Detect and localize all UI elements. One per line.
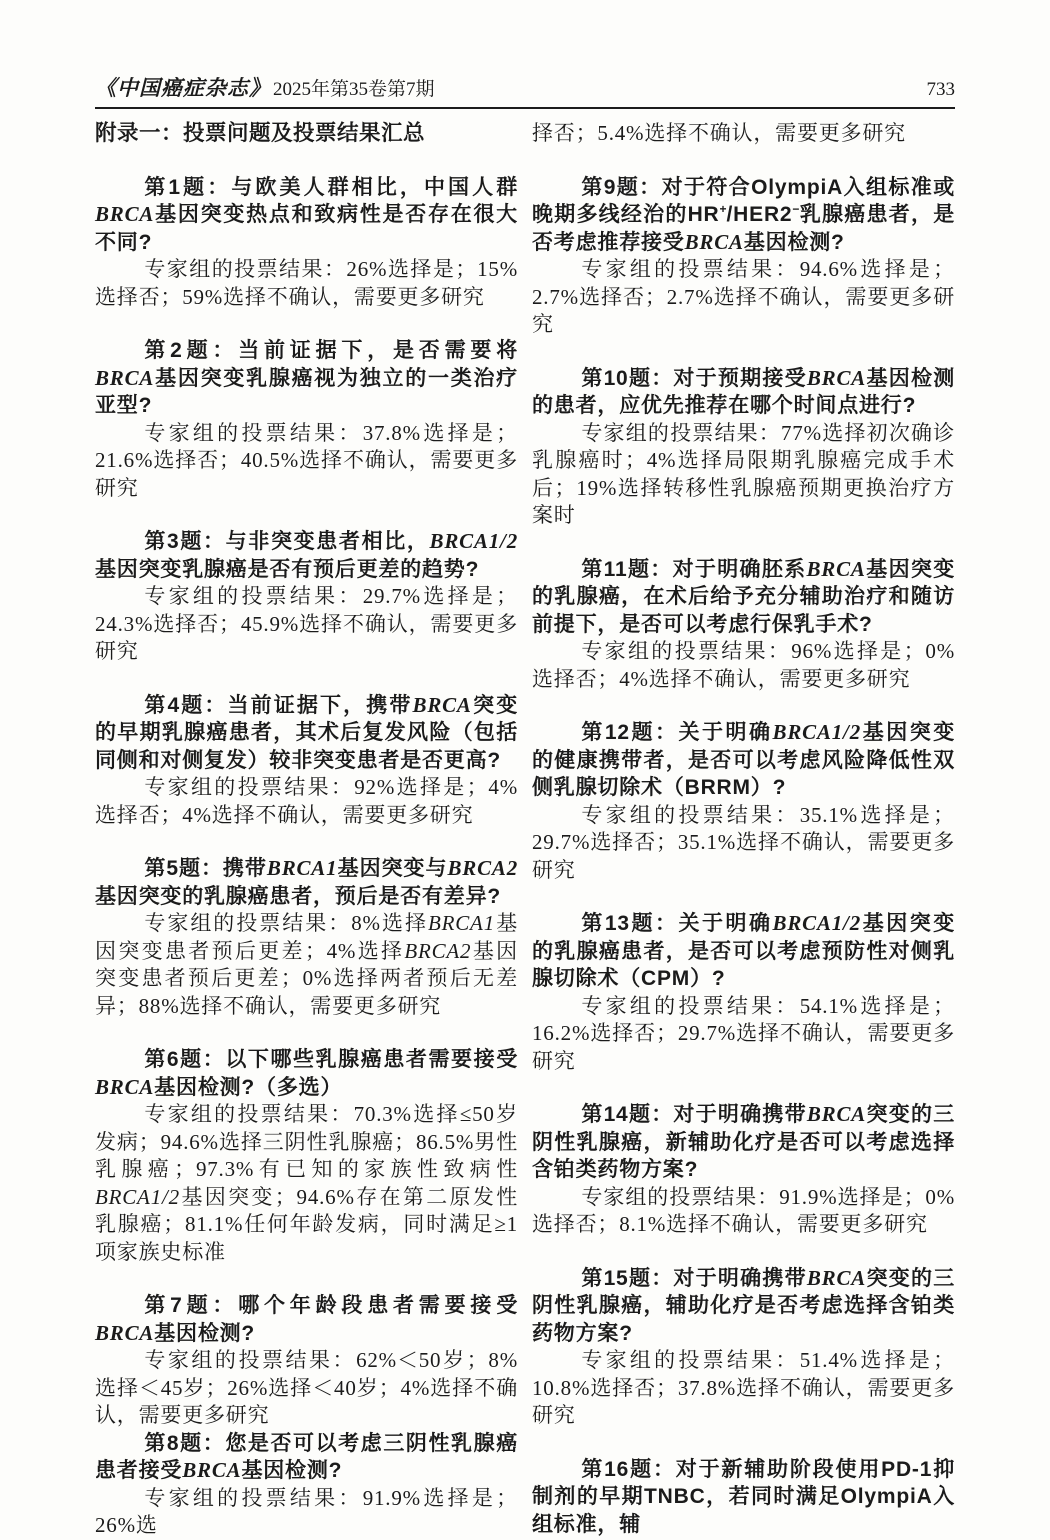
text-run: 第15题：对于明确携带 [581, 1266, 807, 1290]
gene-symbol: BRCA1/2 [772, 720, 861, 744]
journal-name: 《中国癌症杂志》 [95, 76, 271, 100]
text-run: 基因突变的乳腺癌患者，是否可以考虑预防性对侧乳腺切除术（CPM）? [532, 912, 956, 990]
text-run: 突变的三阴性乳腺癌，辅助化疗是否考虑选择含铂类药物方案? [532, 1266, 955, 1345]
gene-symbol: BRCA [806, 1265, 867, 1290]
text-run: 专家组的投票结果：54.1%选择是；16.2%选择否；29.7%选择不确认，需要更多研究 [532, 993, 955, 1073]
text-run: 专家组的投票结果：92%选择是；4%选择否；4%选择不确认，需要更多研究 [95, 775, 518, 827]
answer-paragraph [95, 1485, 518, 1540]
answer-paragraph [95, 583, 518, 666]
question-paragraph [532, 365, 955, 420]
gene-symbol: BRCA [684, 229, 744, 254]
question-paragraph [532, 556, 955, 639]
question-paragraph [95, 855, 518, 910]
gene-symbol: BRCA1/2 [772, 911, 861, 935]
answer-paragraph [95, 420, 518, 503]
superscript: − [792, 202, 800, 216]
text-run: 基因突变患者预后更差；0%选择两者预后无差异；88%选择不确认，需要更多研究 [95, 938, 518, 1018]
text-run: 第12题：关于明确 [581, 721, 773, 744]
gene-symbol: BRCA [95, 365, 155, 390]
gene-symbol: BRCA [95, 202, 155, 226]
text-run: 第9题：对于符合OlympiA入组标准或晚期多线经治的HR [532, 175, 955, 226]
answer-paragraph [532, 638, 955, 693]
gene-symbol: BRCA [806, 556, 866, 581]
text-run: 第7题：哪个年龄段患者需要接受 [144, 1294, 518, 1317]
running-head [95, 72, 955, 109]
answer-paragraph [532, 1347, 955, 1430]
text-run: 基因突变与 [337, 857, 448, 880]
gene-symbol: BRCA [95, 1320, 155, 1345]
text-run: 专家组的投票结果：51.4%选择是；10.8%选择否；37.8%选择不确认，需要更多研究 [532, 1348, 955, 1427]
answer-paragraph [532, 420, 955, 530]
text-run: 基因突变热点和致病性是否存在很大不同? [95, 203, 518, 254]
gene-symbol: BRCA2 [404, 938, 472, 963]
question-paragraph [95, 1046, 518, 1101]
text-run: 第13题：关于明确 [581, 912, 773, 935]
question-paragraph [95, 1430, 518, 1485]
answer-paragraph [95, 256, 518, 311]
text-run: 基因检测的患者，应优先推荐在哪个时间点进行? [532, 366, 955, 417]
text-run: 专家组的投票结果：91.9%选择是；0%选择否；8.1%选择不确认，需要更多研究 [532, 1184, 955, 1236]
text-run: 专家组的投票结果：96%选择是；0%选择否；4%选择不确认，需要更多研究 [532, 639, 955, 691]
text-run: 专家组的投票结果：70.3%选择≤50岁发病；94.6%选择三阴性乳腺癌；86.5%男性乳腺癌；97.3%有已知的家族性致病性 [95, 1102, 518, 1181]
question-paragraph [532, 174, 955, 257]
gene-symbol: BRCA [806, 365, 867, 390]
question-paragraph [95, 337, 518, 420]
text-run: 基因突变乳腺癌是否有预后更差的趋势? [95, 557, 480, 581]
text-run: 附录一：投票问题及投票结果汇总 [95, 121, 426, 145]
question-paragraph [532, 719, 955, 802]
text-run: 基因检测? [154, 1321, 256, 1345]
issue-info: 2025年第35卷第7期 [273, 79, 435, 100]
gene-symbol: BRCA [412, 692, 472, 717]
text-run: 第5题：携带 [144, 857, 267, 880]
text-run: 专家组的投票结果：94.6%选择是；2.7%选择否；2.7%选择不确认，需要更多研究 [532, 257, 955, 336]
gene-symbol: BRCA1 [266, 856, 338, 880]
question-paragraph [532, 910, 955, 993]
superscript: + [719, 202, 727, 216]
question-paragraph [532, 1456, 955, 1539]
text-run: 突变的早期乳腺癌患者，其术后复发风险（包括同侧和对侧复发）较非突变患者是否更高? [95, 693, 518, 772]
text-run: 第3题：与非突变患者相比， [144, 530, 430, 553]
text-run: 专家组的投票结果：77%选择初次确诊乳腺癌时；4%选择局限期乳腺癌完成手术后；19%选择转移性乳腺癌预期更换治疗方案时 [532, 420, 955, 527]
answer-paragraph [532, 802, 955, 885]
question-paragraph [95, 174, 518, 257]
question-paragraph [532, 1101, 955, 1184]
answer-paragraph [95, 1347, 518, 1430]
text-run: 第11题：对于明确胚系 [581, 557, 807, 581]
question-paragraph [95, 528, 518, 583]
text-run: 乳腺癌患者，是否考虑推荐接受 [532, 203, 955, 254]
text-run: 专家组的投票结果：26%选择是；15%选择否；59%选择不确认，需要更多研究 [95, 257, 518, 309]
text-run: 专家组的投票结果：35.1%选择是；29.7%选择否；35.1%选择不确认，需要更多研究 [532, 802, 955, 882]
gene-symbol: BRCA [806, 1102, 867, 1126]
two-column-body [95, 120, 955, 1540]
text-run: 第6题：以下哪些乳腺癌患者需要接受 [144, 1048, 518, 1071]
gene-symbol: BRCA [182, 1458, 242, 1482]
text-run: /HER2 [726, 203, 793, 226]
gene-symbol: BRCA1 [428, 911, 495, 935]
text-run: 专家组的投票结果：91.9%选择是；26%选 [95, 1485, 518, 1537]
question-paragraph [95, 1292, 518, 1347]
column-right [532, 120, 955, 1540]
running-head-left [95, 72, 435, 102]
text-run: 专家组的投票结果：29.7%选择是；24.3%选择否；45.9%选择不确认，需要更多研究 [95, 584, 518, 663]
answer-paragraph [532, 1184, 955, 1239]
text-run: 专家组的投票结果：8%选择 [144, 911, 428, 935]
text-run: 基因突变患者预后更差；4%选择 [95, 911, 518, 963]
answer-paragraph [95, 1101, 518, 1266]
text-run: 第2题：当前证据下，是否需要将 [144, 339, 518, 362]
answer-paragraph [95, 774, 518, 829]
gene-symbol: BRCA1/2 [95, 1184, 180, 1209]
text-run: 基因突变的乳腺癌，在术后给予充分辅助治疗和随访前提下，是否可以考虑行保乳手术? [532, 557, 955, 636]
text-run: 第16题：对于新辅助阶段使用PD-1抑制剂的早期TNBC，若同时满足OlympiA入组标准，辅 [532, 1457, 955, 1536]
answer-paragraph [532, 993, 955, 1076]
appendix-title [95, 120, 518, 148]
text-run: 第14题：对于明确携带 [581, 1103, 807, 1126]
text-run: 基因突变乳腺癌视为独立的一类治疗亚型? [95, 366, 518, 417]
text-run: 基因突变的乳腺癌患者，预后是否有差异? [95, 884, 502, 908]
gene-symbol: BRCA [95, 1074, 155, 1099]
text-run: 第4题：当前证据下，携带 [144, 693, 413, 717]
text-run: 第10题：对于预期接受 [581, 366, 807, 390]
text-run: 择否；5.4%选择不确认，需要更多研究 [532, 121, 906, 145]
text-run: 基因检测? [743, 230, 845, 254]
question-paragraph [532, 1265, 955, 1348]
text-run: 基因检测? [241, 1459, 343, 1482]
answer-paragraph [532, 256, 955, 339]
text-run: 第1题：与欧美人群相比，中国人群 [144, 175, 518, 199]
text-run: 专家组的投票结果：37.8%选择是；21.6%选择否；40.5%选择不确认，需要更多研究 [95, 420, 518, 500]
column-left [95, 120, 518, 1540]
question-paragraph [95, 692, 518, 775]
gene-symbol: BRCA1/2 [429, 529, 518, 553]
text-run: 基因突变；94.6%存在第二原发性乳腺癌；81.1%任何年龄发病，同时满足≥1项家族史标准 [95, 1184, 518, 1264]
answer-paragraph [95, 910, 518, 1020]
text-run: 第8题：您是否可以考虑三阴性乳腺癌患者接受 [95, 1431, 518, 1482]
gene-symbol: BRCA2 [447, 856, 519, 880]
text-run: 基因检测?（多选） [154, 1075, 343, 1099]
text-run: 基因突变的健康携带者，是否可以考虑风险降低性双侧乳腺切除术（BRRM）? [532, 721, 956, 799]
answer-paragraph [532, 120, 955, 148]
text-run: 专家组的投票结果：62%＜50岁；8%选择＜45岁；26%选择＜40岁；4%选择不确认，需要更多研究 [95, 1348, 518, 1427]
page-number: 733 [926, 79, 955, 100]
text-run: 突变的三阴性乳腺癌，新辅助化疗是否可以考虑选择含铂类药物方案? [532, 1103, 955, 1181]
